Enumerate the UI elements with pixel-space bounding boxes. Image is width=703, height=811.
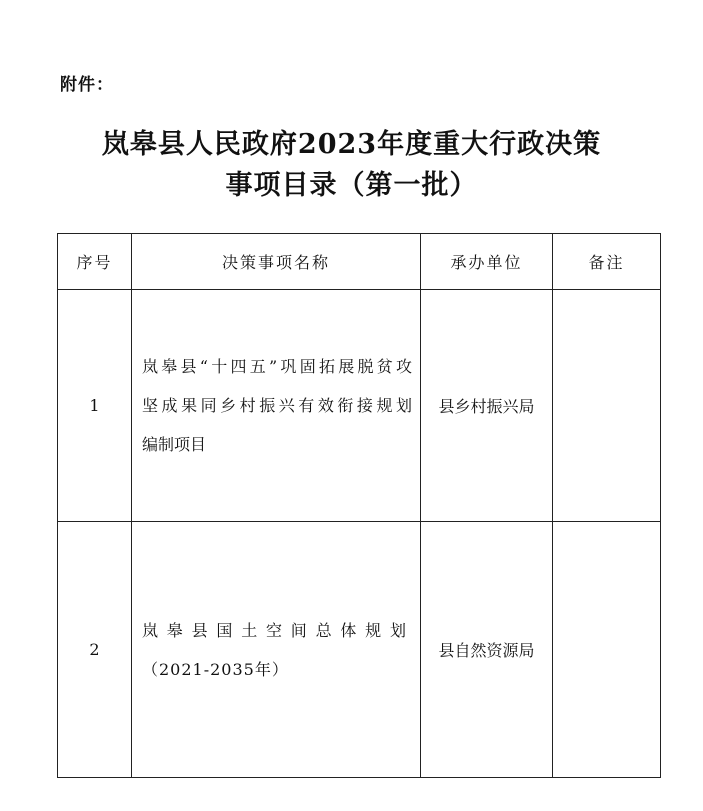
item-name-line: 编制项目 bbox=[142, 435, 207, 454]
row-note bbox=[553, 522, 661, 778]
header-index: 序号 bbox=[58, 234, 132, 290]
item-name-line: 岚皋县国土空间总体规划 bbox=[142, 620, 412, 640]
decision-items-table bbox=[57, 233, 661, 778]
header-item-name: 决策事项名称 bbox=[132, 234, 421, 290]
table-row bbox=[58, 522, 661, 778]
table-header-row bbox=[58, 234, 661, 290]
row-index: 1 bbox=[58, 290, 132, 522]
row-note bbox=[553, 290, 661, 522]
document-title-line-2: 事项目录（第一批） bbox=[225, 170, 478, 201]
header-unit: 承办单位 bbox=[421, 234, 553, 290]
attachment-label: 附件： bbox=[60, 75, 114, 95]
row-index: 2 bbox=[58, 522, 132, 778]
row-unit: 县乡村振兴局 bbox=[421, 290, 553, 522]
header-note: 备注 bbox=[553, 234, 661, 290]
item-name-line: 岚皋县“十四五”巩固拓展脱贫攻 bbox=[142, 357, 412, 376]
row-item-name bbox=[132, 290, 421, 522]
item-name-line: 坚成果同乡村振兴有效衔接规划 bbox=[142, 396, 412, 415]
item-name-line: （2021-2035年） bbox=[142, 659, 289, 679]
row-item-name bbox=[132, 522, 421, 778]
table-row bbox=[58, 290, 661, 522]
row-unit: 县自然资源局 bbox=[421, 522, 553, 778]
document-title-line-1: 岚皋县人民政府2023年度重大行政决策 bbox=[101, 129, 602, 160]
